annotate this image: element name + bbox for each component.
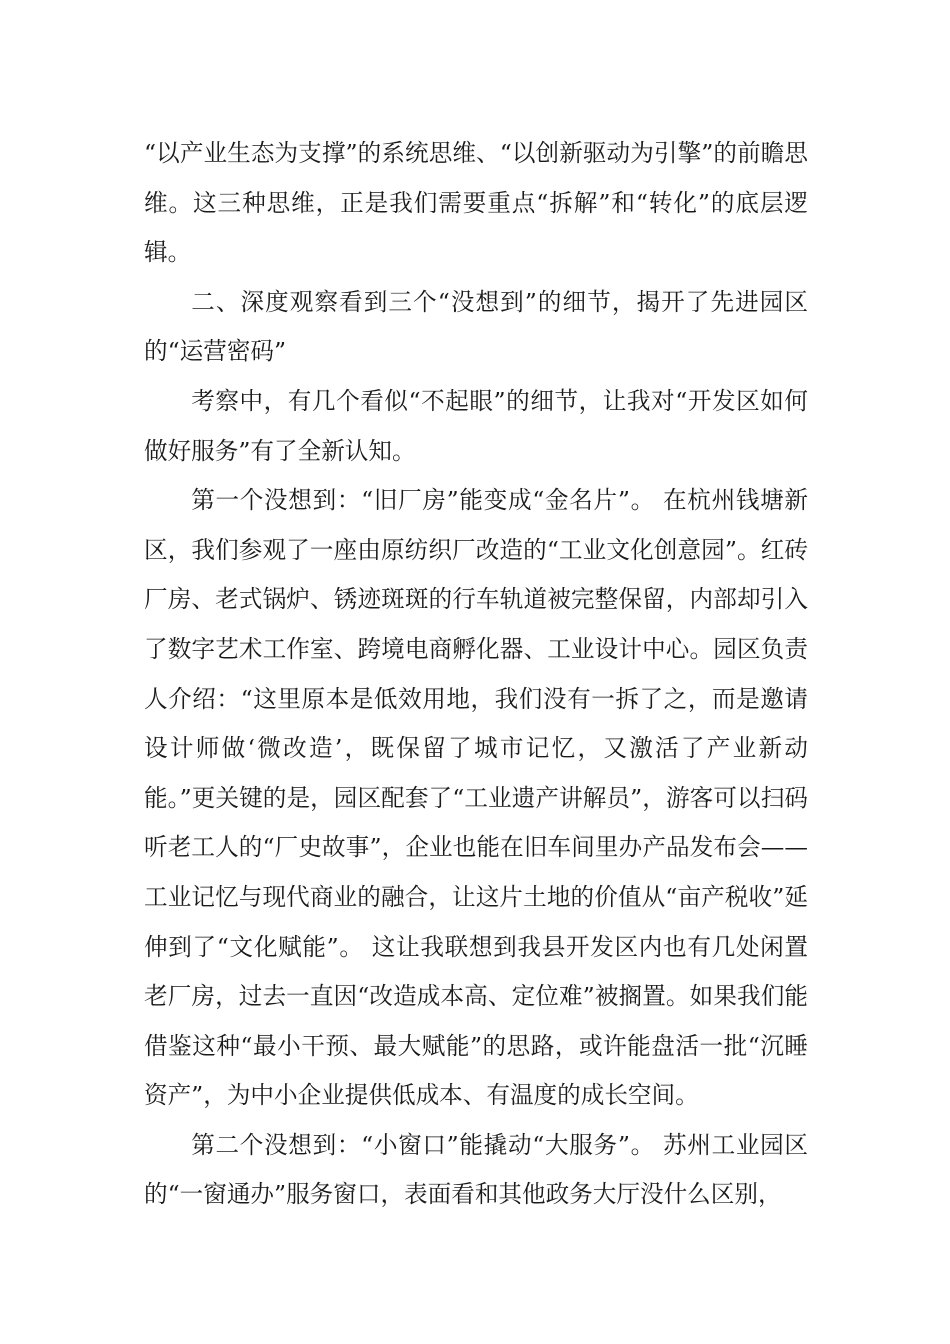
paragraph-second-surprise: 第二个没想到：“小窗口”能撬动“大服务”。 苏州工业园区的“一窗通办”服务窗口，表面看和其他政务大厅没什么区别， [144, 1130, 808, 1209]
paragraph-first-surprise: 第一个没想到：“旧厂房”能变成“金名片”。 在杭州钱塘新区，我们参观了一座由原纺织厂改造的“工业文化创意园”。红砖厂房、老式锅炉、锈迹斑斑的行车轨道被完整保留，内部却引入了数字艺术工作室、跨境电商孵化器、工业设计中心。园区负责人介绍：“这里原本是低效用地，我们没有一拆了之，而是邀请设计师做‘微改造’，既保留了城市记忆，又激活了产业新动能。”更关键的是，园区配套了“工业遗产讲解员”，游客可以扫码听老工人的“厂史故事”，企业也能在旧车间里办产品发布会——工业记忆与现代商业的融合，让这片土地的价值从“亩产税收”延伸到了“文化赋能”。 这让我联想到我县开发区内也有几处闲置老厂房，过去一直因“改造成本高、定位难”被搁置。如果我们能借鉴这种“最小干预、最大赋能”的思路，或许能盘活一批“沉睡资产”，为中小企业提供低成本、有温度的成长空间。 [144, 486, 808, 1110]
document-body [144, 129, 808, 1220]
section-heading-observations: 二、深度观察看到三个“没想到”的细节，揭开了先进园区的“运营密码” [144, 287, 808, 366]
paragraph-thinking-summary: “以产业生态为支撑”的系统思维、“以创新驱动为引擎”的前瞻思维。这三种思维，正是我们需要重点“拆解”和“转化”的底层逻辑。 [144, 139, 808, 267]
paragraph-intro: 考察中，有几个看似“不起眼”的细节，让我对“开发区如何做好服务”有了全新认知。 [144, 386, 808, 465]
